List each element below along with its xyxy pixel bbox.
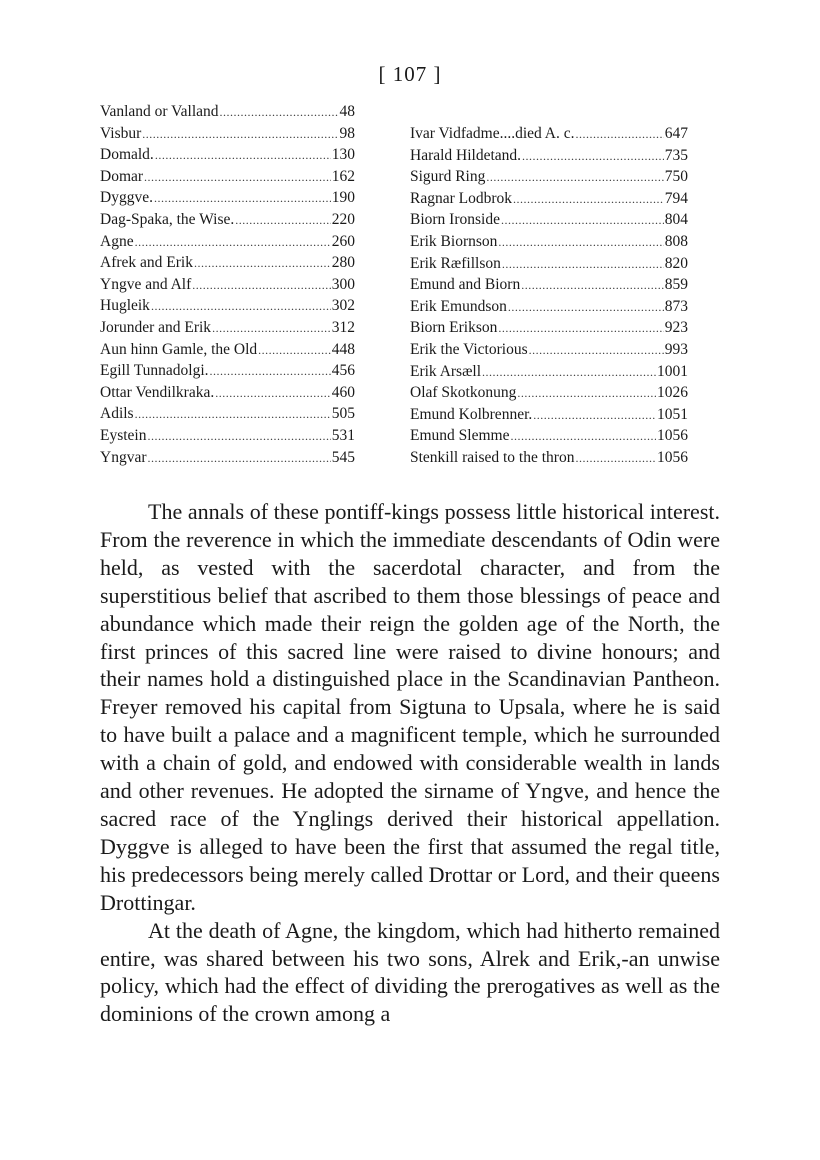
list-item xyxy=(100,425,355,447)
page-number: [ 107 ] xyxy=(378,62,442,86)
king-list-right xyxy=(410,123,688,469)
king-name: Hugleik xyxy=(100,297,150,315)
king-name: Aun hinn Gamle, the Old xyxy=(100,340,258,358)
dot-leader xyxy=(135,404,331,426)
dot-leader xyxy=(194,253,331,275)
list-item xyxy=(410,166,688,188)
year: 300 xyxy=(331,275,355,293)
year: 260 xyxy=(331,232,355,250)
list-item xyxy=(100,231,355,253)
king-name: Jorunder and Erik xyxy=(100,318,212,336)
list-item xyxy=(100,166,355,188)
king-name: Agne xyxy=(100,232,134,250)
list-item xyxy=(410,123,688,145)
king-name: Dag-Spaka, the Wise. xyxy=(100,210,235,228)
list-item xyxy=(100,447,355,469)
dot-leader xyxy=(513,189,664,211)
list-item xyxy=(410,274,688,296)
year: 302 xyxy=(331,297,355,315)
dot-leader xyxy=(576,124,664,146)
year: 162 xyxy=(331,167,355,185)
king-name: Erik Arsæll xyxy=(410,362,482,380)
dot-leader xyxy=(502,254,664,276)
king-name: Emund Kolbrenner. xyxy=(410,405,533,423)
list-item xyxy=(410,339,688,361)
year: 1026 xyxy=(657,384,688,402)
dot-leader xyxy=(529,340,664,362)
dot-leader xyxy=(258,340,331,362)
list-item xyxy=(100,295,355,317)
king-name: Vanland or Valland xyxy=(100,103,219,120)
king-name: Emund and Biorn xyxy=(410,276,521,294)
list-item xyxy=(100,209,355,231)
king-name: Erik Ræfillson xyxy=(410,254,501,272)
king-name: Harald Hildetand. xyxy=(410,146,522,164)
list-item xyxy=(410,188,688,210)
king-name: Biorn Ironside xyxy=(410,211,500,229)
king-name: Afrek and Erik xyxy=(100,254,193,272)
year: 48 xyxy=(339,103,355,120)
king-name: Erik Biornson xyxy=(410,232,498,250)
year: 1001 xyxy=(657,362,688,380)
year: 448 xyxy=(331,340,355,358)
dot-leader xyxy=(521,275,664,297)
dot-leader xyxy=(144,167,331,189)
dot-leader xyxy=(498,318,663,340)
dot-leader xyxy=(501,210,664,232)
year: 460 xyxy=(331,383,355,401)
list-item xyxy=(100,403,355,425)
king-name: Visbur xyxy=(100,124,142,142)
list-item xyxy=(100,144,355,166)
list-item xyxy=(410,317,688,339)
paragraph: The annals of these pontiff-kings possess little historical interest. From the reverence in which the immediate descendants of Odin were held, as vested with the sacerdotal character, and from the superstitious belief that ascribed to them those blessings of peace and abundance which made their reign the golden age of the North, the first princes of this sacred line were raised to divine honours; and their names hold a distinguished place in the Scandinavian Pantheon. Freyer removed his capital from Sigtuna to Upsala, where he is said to have built a palace and a magnificent temple, which he surrounded with a chain of gold, and endowed with considerable wealth in lands and other revenues. He adopted the sirname of Yngve, and hence the sacred race of the Ynglings derived their historical appellation. Dyggve is alleged to have been the first that assumed the regal title, his predecessors being merely called Drottar or Lord, and their queens Drottingar. xyxy=(100,499,720,915)
dot-leader xyxy=(148,448,331,470)
king-name: Ragnar Lodbrok xyxy=(410,189,513,207)
list-item xyxy=(410,145,688,167)
year: 808 xyxy=(664,232,688,250)
year: 220 xyxy=(331,210,355,228)
year: 130 xyxy=(331,146,355,164)
list-item xyxy=(410,253,688,275)
list-item xyxy=(410,425,688,447)
list-item xyxy=(100,339,355,361)
dot-leader xyxy=(154,188,331,210)
king-name: Stenkill raised to the thron xyxy=(410,448,575,466)
dot-leader xyxy=(155,145,331,167)
list-item xyxy=(410,382,688,404)
year: 190 xyxy=(331,189,355,207)
king-name: Emund Slemme xyxy=(410,427,510,445)
king-name: Erik the Victorious xyxy=(410,340,528,358)
year: 456 xyxy=(331,362,355,380)
king-name: Sigurd Ring xyxy=(410,168,486,186)
paragraph: At the death of Agne, the kingdom, which had hitherto remained entire, was shared between his two sons, Alrek and Erik,-an unwise policy, which had the effect of dividing the prerogatives as well as the dominions of the crown among a xyxy=(100,917,720,1027)
year: 647 xyxy=(664,125,688,142)
king-list-left xyxy=(100,101,355,468)
king-name: Egill Tunnadolgi. xyxy=(100,362,209,380)
dot-leader xyxy=(533,405,656,427)
year: 993 xyxy=(664,340,688,358)
year: 280 xyxy=(331,254,355,272)
year: 820 xyxy=(664,254,688,272)
dot-leader xyxy=(192,275,330,297)
dot-leader xyxy=(142,124,338,146)
year: 312 xyxy=(331,318,355,336)
dot-leader xyxy=(510,426,656,448)
list-item xyxy=(100,274,355,296)
dot-leader xyxy=(486,167,663,189)
year: 531 xyxy=(331,426,355,444)
dot-leader xyxy=(482,362,656,384)
year: 545 xyxy=(331,448,355,466)
list-item xyxy=(100,252,355,274)
list-item xyxy=(100,187,355,209)
dot-leader xyxy=(517,383,656,405)
king-name: Erik Emundson xyxy=(410,297,507,315)
list-item xyxy=(100,360,355,382)
dot-leader xyxy=(135,232,331,254)
dot-leader xyxy=(212,318,331,340)
year: 98 xyxy=(339,124,355,142)
year: 859 xyxy=(664,276,688,294)
year: 505 xyxy=(331,405,355,423)
dot-leader xyxy=(148,426,331,448)
year: 1056 xyxy=(657,448,688,466)
dot-leader xyxy=(210,361,331,383)
dot-leader xyxy=(235,210,331,232)
dot-leader xyxy=(215,383,331,405)
king-name: Domald. xyxy=(100,146,154,164)
dot-leader xyxy=(508,297,664,319)
list-item xyxy=(410,231,688,253)
body-text xyxy=(100,498,720,1028)
year: 735 xyxy=(664,146,688,164)
list-item xyxy=(100,317,355,339)
list-item xyxy=(410,404,688,426)
year: 804 xyxy=(664,211,688,229)
year: 794 xyxy=(664,189,688,207)
list-item xyxy=(100,101,355,123)
king-name: Adils xyxy=(100,405,134,423)
king-name: Ottar Vendilkraka. xyxy=(100,383,215,401)
king-name: Eystein xyxy=(100,426,147,444)
list-item xyxy=(100,123,355,145)
king-name: Yngve and Alf xyxy=(100,275,192,293)
dot-leader xyxy=(498,232,663,254)
list-item xyxy=(410,296,688,318)
year: 1056 xyxy=(657,427,688,445)
king-name: Dyggve. xyxy=(100,189,153,207)
list-item xyxy=(410,447,688,469)
year: 923 xyxy=(664,319,688,337)
king-name: Olaf Skotkonung xyxy=(410,384,517,402)
dot-leader xyxy=(151,296,331,318)
list-item xyxy=(410,361,688,383)
dot-leader xyxy=(575,448,656,470)
year: 873 xyxy=(664,297,688,315)
year: 750 xyxy=(664,168,688,186)
king-name: Yngvar xyxy=(100,448,147,466)
dot-leader xyxy=(220,102,339,124)
list-item xyxy=(410,209,688,231)
dot-leader xyxy=(522,146,664,168)
king-name: Biorn Erikson xyxy=(410,319,498,337)
list-item xyxy=(100,382,355,404)
year: 1051 xyxy=(657,405,688,423)
king-name: Ivar Vidfadme....died A. c. xyxy=(410,125,575,142)
king-name: Domar xyxy=(100,167,144,185)
